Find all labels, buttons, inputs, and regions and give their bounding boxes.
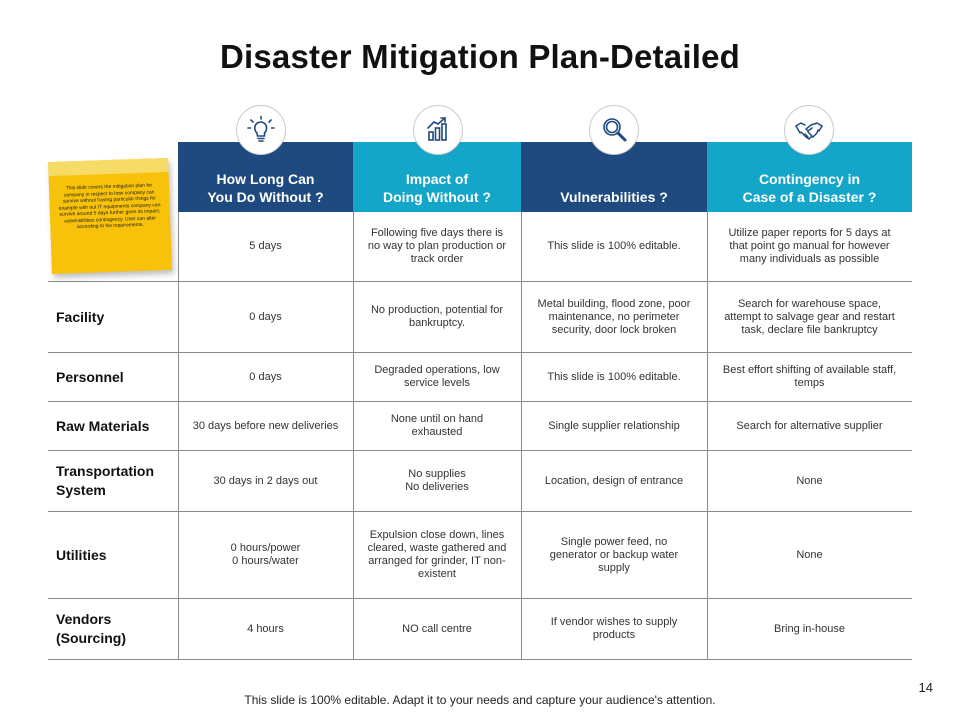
row-label: Personnel <box>56 368 124 385</box>
table-cell: Location, design of entrance <box>544 474 684 487</box>
table-cell: None <box>796 474 823 487</box>
column-divider <box>178 212 179 660</box>
slide-title: Disaster Mitigation Plan-Detailed <box>219 38 741 75</box>
table-cell: Degraded operations, low service levels <box>374 364 500 389</box>
table-cell: Utilize paper reports for 5 days at that point go manual for however many individuals as possible <box>728 227 891 265</box>
table-cell: This slide is 100% editable. <box>547 370 681 383</box>
handshake-icon <box>794 115 824 145</box>
handshake-icon-circle <box>784 105 834 155</box>
table-cell: 30 days in 2 days out <box>213 474 318 487</box>
lightbulb-icon-circle <box>236 105 286 155</box>
table-cell: 0 days <box>249 310 282 323</box>
table-cell: Best effort shifting of available staff, temps <box>722 364 897 389</box>
magnifier-icon <box>599 115 629 145</box>
table-cell: NO call centre <box>402 622 472 635</box>
row-label: Raw Materials <box>56 417 150 434</box>
slide-footer: This slide is 100% editable. Adapt it to your needs and capture your audience's attention. <box>244 693 716 707</box>
row-label: Facility <box>56 308 105 325</box>
table-cell: If vendor wishes to supply products <box>550 616 678 641</box>
table-cell: 0 days <box>249 370 282 383</box>
table-cell: Single supplier relationship <box>548 419 680 432</box>
bar-chart-icon-circle <box>413 105 463 155</box>
header-how-long: How Long Can You Do Without ? <box>178 142 353 212</box>
row-label: Transportation System <box>56 463 155 498</box>
table-cell: Search for alternative supplier <box>736 419 883 432</box>
header-impact: Impact of Doing Without ? <box>353 142 521 212</box>
table-cell: 5 days <box>249 240 282 252</box>
table-cell: Expulsion close down, lines cleared, waste gathered and arranged for grinder, IT non- existent <box>367 529 507 580</box>
column-divider <box>707 212 708 660</box>
table-cell: Following five days there is no way to plan production or track order <box>367 227 507 265</box>
lightbulb-icon <box>246 115 276 145</box>
column-divider <box>353 212 354 660</box>
sticky-note <box>48 158 172 274</box>
bar-chart-icon <box>423 115 453 145</box>
sticky-note-text: This slide covers the mitigation plan for company in respect to how company can survive without having particular things for example with out IT equipments company can survive around 5 days further goes its impact, vulnerabilities contingency. User can alter according to his requirements. <box>58 182 161 231</box>
row-label: Vendors (Sourcing) <box>56 611 126 646</box>
table-cell: No supplies No deliveries <box>405 468 469 493</box>
table-cell: 30 days before new deliveries <box>192 419 339 432</box>
table-cell: None <box>796 548 823 561</box>
magnifier-icon-circle <box>589 105 639 155</box>
table-cell: No production, potential for bankruptcy. <box>370 304 504 329</box>
table-cell: 0 hours/power 0 hours/water <box>230 542 301 567</box>
column-divider <box>521 212 522 660</box>
table-cell: 4 hours <box>247 622 284 635</box>
row-label: Utilities <box>56 546 107 563</box>
header-contingency: Contingency in Case of a Disaster ? <box>707 142 912 212</box>
table-cell: This slide is 100% editable. <box>547 240 681 252</box>
sticky-note-tab <box>48 158 168 176</box>
table-cell: Search for warehouse space, attempt to salvage gear and restart task, declare file bankruptcy <box>724 297 895 336</box>
table-cell: Single power feed, no generator or backup water supply <box>549 535 679 574</box>
header-vulnerabilities: Vulnerabilities ? <box>521 142 707 212</box>
page-number: 14 <box>918 680 933 695</box>
table-cell: None until on hand exhausted <box>390 413 484 438</box>
table-cell: Bring in-house <box>774 622 845 635</box>
table-cell: Metal building, flood zone, poor maintenance, no perimeter security, door lock broken <box>537 297 691 336</box>
